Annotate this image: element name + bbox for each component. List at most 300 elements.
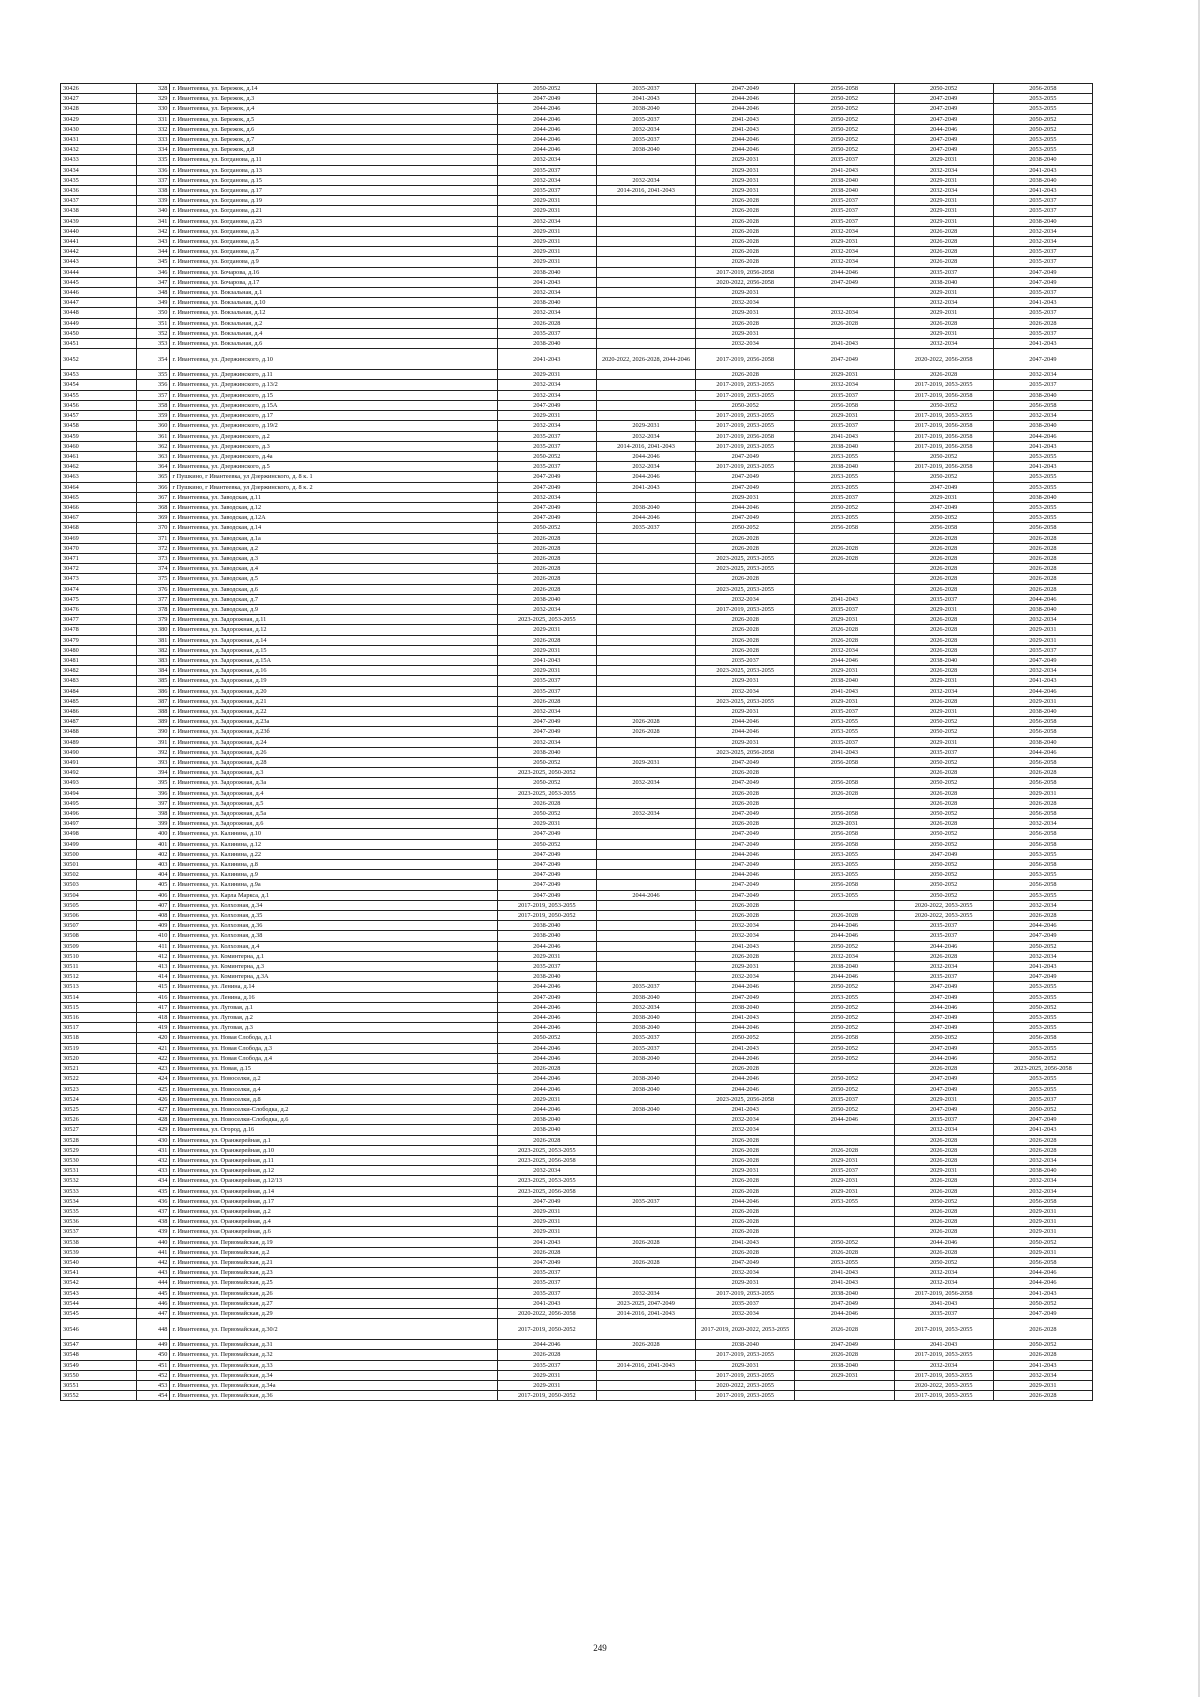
cell-period-5: 2026-2028: [894, 574, 993, 584]
cell-address: г. Ивантеевка, ул. Первомайская, д.36: [170, 1391, 497, 1401]
cell-id: 30527: [61, 1125, 137, 1135]
cell-number: 454: [137, 1391, 170, 1401]
cell-number: 341: [137, 216, 170, 226]
cell-address: г. Ивантеевка, ул. Задорожная, д.26: [170, 747, 497, 757]
cell-period-5: 2026-2028: [894, 1145, 993, 1155]
cell-address: г. Ивантеевка, ул. Задорожная, д.24: [170, 737, 497, 747]
cell-period-4: 2050-2052: [795, 502, 894, 512]
cell-number: 416: [137, 992, 170, 1002]
cell-id: 30454: [61, 380, 137, 390]
cell-period-4: 2053-2055: [795, 513, 894, 523]
cell-period-1: 2047-2049: [497, 482, 596, 492]
table-row: [61, 1227, 1093, 1237]
cell-period-4: 2056-2058: [795, 523, 894, 533]
cell-number: 375: [137, 574, 170, 584]
cell-period-4: 2032-2034: [795, 951, 894, 961]
cell-period-2: [596, 676, 695, 686]
cell-period-5: 2026-2028: [894, 625, 993, 635]
cell-period-1: 2038-2040: [497, 267, 596, 277]
cell-period-3: 2029-2031: [696, 706, 795, 716]
cell-number: 393: [137, 758, 170, 768]
cell-number: 374: [137, 564, 170, 574]
cell-period-2: [596, 911, 695, 921]
cell-period-6: 2026-2028: [993, 553, 1092, 563]
cell-id: 30538: [61, 1237, 137, 1247]
cell-address: г. Ивантеевка, ул. Оранжерейная, д.12/13: [170, 1176, 497, 1186]
cell-address: г. Ивантеевка, ул. Заводская, д.7: [170, 594, 497, 604]
cell-period-1: 2044-2046: [497, 1013, 596, 1023]
cell-period-2: 2038-2040: [596, 104, 695, 114]
cell-address: г. Ивантеевка, ул. Заводская, д.9: [170, 604, 497, 614]
cell-period-4: 2056-2058: [795, 829, 894, 839]
cell-period-5: 2017-2019, 2056-2058: [894, 390, 993, 400]
cell-number: 407: [137, 900, 170, 910]
cell-number: 387: [137, 696, 170, 706]
cell-number: 343: [137, 237, 170, 247]
cell-period-5: 2047-2049: [894, 135, 993, 145]
cell-period-5: 2029-2031: [894, 706, 993, 716]
table-row: [61, 931, 1093, 941]
cell-period-6: 2053-2055: [993, 482, 1092, 492]
cell-period-6: 2047-2049: [993, 277, 1092, 287]
cell-period-6: 2041-2043: [993, 165, 1092, 175]
cell-address: г. Ивантеевка, ул. Задорожная, д.11: [170, 615, 497, 625]
cell-period-1: 2017-2019, 2050-2052: [497, 1391, 596, 1401]
cell-number: 398: [137, 809, 170, 819]
cell-address: г. Ивантеевка, ул. Калинина, д.9: [170, 870, 497, 880]
table-row: [61, 1074, 1093, 1084]
cell-id: 30458: [61, 421, 137, 431]
cell-period-5: 2026-2028: [894, 1206, 993, 1216]
cell-number: 357: [137, 390, 170, 400]
cell-address: г. Ивантеевка, ул. Новоселки-Слободка, д.6: [170, 1115, 497, 1125]
cell-period-1: 2023-2025, 2056-2058: [497, 1186, 596, 1196]
cell-id: 30552: [61, 1391, 137, 1401]
cell-address: г. Ивантеевка, ул. Дзержинского, д.3: [170, 441, 497, 451]
cell-id: 30526: [61, 1115, 137, 1125]
cell-number: 331: [137, 114, 170, 124]
cell-number: 348: [137, 288, 170, 298]
cell-period-2: 2038-2040: [596, 1104, 695, 1114]
table-row: [61, 1247, 1093, 1257]
table-row: [61, 737, 1093, 747]
cell-period-4: 2026-2028: [795, 1350, 894, 1360]
cell-period-5: 2050-2052: [894, 472, 993, 482]
cell-number: 376: [137, 584, 170, 594]
cell-period-1: 2023-2025, 2056-2058: [497, 1155, 596, 1165]
cell-period-5: 2029-2031: [894, 492, 993, 502]
cell-address: г. Ивантеевка, ул. Первомайская, д.27: [170, 1298, 497, 1308]
cell-period-6: 2047-2049: [993, 349, 1092, 370]
cell-period-1: 2026-2028: [497, 1247, 596, 1257]
table-row: [61, 625, 1093, 635]
table-row: [61, 492, 1093, 502]
cell-period-4: 2050-2052: [795, 1043, 894, 1053]
table-row: [61, 870, 1093, 880]
cell-period-4: 2041-2043: [795, 686, 894, 696]
cell-number: 417: [137, 1002, 170, 1012]
cell-period-6: 2032-2034: [993, 1370, 1092, 1380]
cell-period-5: 2017-2019, 2053-2055: [894, 1319, 993, 1340]
cell-period-4: [795, 1217, 894, 1227]
cell-period-2: 2035-2037: [596, 1043, 695, 1053]
cell-id: 30542: [61, 1278, 137, 1288]
cell-address: г. Ивантеевка, ул. Дзержинского, д.15: [170, 390, 497, 400]
cell-period-4: 2041-2043: [795, 1268, 894, 1278]
cell-period-5: 2050-2052: [894, 727, 993, 737]
cell-period-6: 2050-2052: [993, 124, 1092, 134]
cell-period-4: 2035-2037: [795, 155, 894, 165]
cell-period-3: 2050-2052: [696, 400, 795, 410]
cell-id: 30453: [61, 370, 137, 380]
cell-period-1: 2044-2046: [497, 145, 596, 155]
cell-period-3: 2044-2046: [696, 502, 795, 512]
cell-period-1: 2026-2028: [497, 564, 596, 574]
cell-period-2: [596, 1370, 695, 1380]
cell-period-5: 2050-2052: [894, 860, 993, 870]
cell-period-2: [596, 288, 695, 298]
cell-period-5: 2047-2049: [894, 114, 993, 124]
cell-id: 30448: [61, 308, 137, 318]
cell-address: г. Ивантеевка, ул. Дзержинского, д.5: [170, 462, 497, 472]
cell-period-2: [596, 553, 695, 563]
cell-id: 30523: [61, 1084, 137, 1094]
cell-id: 30491: [61, 758, 137, 768]
cell-period-3: 2026-2028: [696, 900, 795, 910]
table-row: [61, 339, 1093, 349]
cell-id: 30426: [61, 84, 137, 94]
cell-period-6: 2053-2055: [993, 145, 1092, 155]
cell-number: 391: [137, 737, 170, 747]
table-row: [61, 462, 1093, 472]
cell-period-1: 2041-2043: [497, 277, 596, 287]
cell-period-4: 2035-2037: [795, 1166, 894, 1176]
cell-period-6: 2041-2043: [993, 676, 1092, 686]
cell-period-3: 2026-2028: [696, 257, 795, 267]
cell-period-5: 2026-2028: [894, 615, 993, 625]
cell-id: 30460: [61, 441, 137, 451]
cell-period-5: 2029-2031: [894, 155, 993, 165]
cell-period-2: [596, 1350, 695, 1360]
cell-address: г. Ивантеевка, ул. Первомайская, д.19: [170, 1237, 497, 1247]
table-row: [61, 1115, 1093, 1125]
cell-period-2: 2035-2037: [596, 84, 695, 94]
cell-period-1: 2026-2028: [497, 543, 596, 553]
cell-period-4: [795, 1064, 894, 1074]
cell-number: 384: [137, 666, 170, 676]
table-row: [61, 1370, 1093, 1380]
cell-period-6: 2029-2031: [993, 1247, 1092, 1257]
cell-period-1: 2026-2028: [497, 533, 596, 543]
cell-period-4: 2050-2052: [795, 941, 894, 951]
cell-id: 30467: [61, 513, 137, 523]
cell-period-5: 2029-2031: [894, 604, 993, 614]
cell-period-2: [596, 1319, 695, 1340]
cell-period-5: 2029-2031: [894, 288, 993, 298]
cell-address: г. Ивантеевка, ул. Оранжерейная, д.14: [170, 1186, 497, 1196]
cell-period-1: 2017-2019, 2050-2052: [497, 1319, 596, 1340]
cell-period-1: 2035-2037: [497, 328, 596, 338]
table-row: [61, 1104, 1093, 1114]
cell-period-6: 2050-2052: [993, 941, 1092, 951]
cell-period-3: 2017-2019, 2053-2055: [696, 380, 795, 390]
cell-period-5: 2026-2028: [894, 1247, 993, 1257]
table-row: [61, 308, 1093, 318]
cell-period-2: [596, 1268, 695, 1278]
cell-number: 433: [137, 1166, 170, 1176]
cell-period-1: 2044-2046: [497, 1084, 596, 1094]
cell-period-3: 2026-2028: [696, 1217, 795, 1227]
cell-id: 30513: [61, 982, 137, 992]
cell-period-3: 2032-2034: [696, 1115, 795, 1125]
cell-id: 30440: [61, 226, 137, 236]
cell-address: г. Ивантеевка, ул. Луговая, д.1: [170, 1002, 497, 1012]
cell-period-6: 2056-2058: [993, 523, 1092, 533]
cell-period-6: 2032-2034: [993, 900, 1092, 910]
cell-id: 30528: [61, 1135, 137, 1145]
cell-period-3: 2029-2031: [696, 328, 795, 338]
cell-period-3: 2047-2049: [696, 880, 795, 890]
cell-period-6: 2053-2055: [993, 472, 1092, 482]
cell-period-3: 2017-2019, 2056-2058: [696, 349, 795, 370]
cell-period-4: 2044-2046: [795, 921, 894, 931]
cell-period-4: [795, 1391, 894, 1401]
cell-period-2: 2038-2040: [596, 145, 695, 155]
cell-id: 30450: [61, 328, 137, 338]
cell-period-1: 2026-2028: [497, 635, 596, 645]
cell-number: 363: [137, 451, 170, 461]
cell-period-6: 2041-2043: [993, 186, 1092, 196]
table-row: [61, 145, 1093, 155]
cell-period-6: 2056-2058: [993, 880, 1092, 890]
cell-period-5: 2047-2049: [894, 1043, 993, 1053]
cell-number: 378: [137, 604, 170, 614]
cell-period-4: 2029-2031: [795, 1155, 894, 1165]
cell-period-2: [596, 247, 695, 257]
table-row: [61, 635, 1093, 645]
cell-period-3: 2029-2031: [696, 737, 795, 747]
table-row: [61, 421, 1093, 431]
cell-period-4: 2053-2055: [795, 1196, 894, 1206]
cell-period-5: 2050-2052: [894, 400, 993, 410]
cell-address: г. Ивантеевка, ул. Колхозная, д.4: [170, 941, 497, 951]
cell-period-3: 2017-2019, 2053-2055: [696, 390, 795, 400]
cell-period-1: 2029-2031: [497, 411, 596, 421]
cell-address: г. Ивантеевка, ул. Вокзальная, д.2: [170, 318, 497, 328]
cell-period-1: 2026-2028: [497, 318, 596, 328]
cell-period-5: 2026-2028: [894, 257, 993, 267]
cell-period-2: 2032-2034: [596, 462, 695, 472]
cell-number: 429: [137, 1125, 170, 1135]
cell-id: 30479: [61, 635, 137, 645]
cell-period-4: 2029-2031: [795, 1370, 894, 1380]
cell-period-4: [795, 768, 894, 778]
cell-period-4: 2041-2043: [795, 165, 894, 175]
cell-period-2: [596, 594, 695, 604]
cell-period-5: 2050-2052: [894, 1196, 993, 1206]
cell-period-6: 2056-2058: [993, 1257, 1092, 1267]
cell-number: 339: [137, 196, 170, 206]
table-row: [61, 247, 1093, 257]
table-row: [61, 1125, 1093, 1135]
cell-period-4: 2047-2049: [795, 1298, 894, 1308]
cell-period-1: 2035-2037: [497, 165, 596, 175]
cell-number: 423: [137, 1064, 170, 1074]
cell-period-5: 2050-2052: [894, 717, 993, 727]
table-row: [61, 441, 1093, 451]
cell-address: г. Ивантеевка, ул. Задорожная, д.16: [170, 666, 497, 676]
cell-period-3: 2050-2052: [696, 523, 795, 533]
cell-period-1: 2017-2019, 2050-2052: [497, 911, 596, 921]
cell-period-1: 2050-2052: [497, 1033, 596, 1043]
cell-period-1: 2044-2046: [497, 1053, 596, 1063]
cell-period-1: 2026-2028: [497, 553, 596, 563]
cell-period-4: 2050-2052: [795, 1002, 894, 1012]
cell-number: 388: [137, 706, 170, 716]
table-row: [61, 267, 1093, 277]
table-row: [61, 706, 1093, 716]
cell-id: 30533: [61, 1186, 137, 1196]
table-row: [61, 584, 1093, 594]
cell-period-1: 2044-2046: [497, 1104, 596, 1114]
cell-period-1: 2044-2046: [497, 135, 596, 145]
cell-period-1: 2035-2037: [497, 431, 596, 441]
cell-id: 30489: [61, 737, 137, 747]
cell-period-2: [596, 400, 695, 410]
cell-period-3: 2041-2043: [696, 124, 795, 134]
cell-period-3: 2029-2031: [696, 1360, 795, 1370]
cell-period-4: [795, 584, 894, 594]
cell-period-6: 2053-2055: [993, 513, 1092, 523]
cell-number: 361: [137, 431, 170, 441]
cell-id: 30466: [61, 502, 137, 512]
cell-period-3: 2044-2046: [696, 982, 795, 992]
cell-period-3: 2026-2028: [696, 370, 795, 380]
cell-period-3: 2026-2028: [696, 911, 795, 921]
cell-period-4: [795, 1380, 894, 1390]
cell-period-4: 2026-2028: [795, 1247, 894, 1257]
cell-number: 373: [137, 553, 170, 563]
cell-period-6: 2041-2043: [993, 441, 1092, 451]
cell-period-4: [795, 288, 894, 298]
cell-id: 30429: [61, 114, 137, 124]
cell-period-1: 2032-2034: [497, 1166, 596, 1176]
cell-period-5: 2044-2046: [894, 1053, 993, 1063]
cell-address: г. Ивантеевка, ул. Оранжерейная, д.17: [170, 1196, 497, 1206]
cell-period-1: 2050-2052: [497, 758, 596, 768]
cell-period-4: [795, 328, 894, 338]
cell-address: г. Ивантеевка, ул. Бережок, д.6: [170, 124, 497, 134]
cell-number: 434: [137, 1176, 170, 1186]
cell-period-5: 2035-2037: [894, 921, 993, 931]
cell-period-4: 2026-2028: [795, 318, 894, 328]
cell-number: 362: [137, 441, 170, 451]
cell-number: 447: [137, 1308, 170, 1318]
cell-period-2: [596, 257, 695, 267]
cell-address: г. Ивантеевка, ул. Дзержинского, д.4а: [170, 451, 497, 461]
cell-address: г. Ивантеевка, ул. Дзержинского, д.19/2: [170, 421, 497, 431]
cell-address: г. Ивантеевка, ул. Богданова, д.7: [170, 247, 497, 257]
cell-number: 405: [137, 880, 170, 890]
table-row: [61, 1053, 1093, 1063]
cell-address: г. Ивантеевка, ул. Вокзальная, д.4: [170, 328, 497, 338]
cell-period-5: 2032-2034: [894, 686, 993, 696]
cell-id: 30435: [61, 175, 137, 185]
cell-address: г. Ивантеевка, ул. Задорожная, д.14: [170, 635, 497, 645]
cell-period-6: 2026-2028: [993, 911, 1092, 921]
cell-address: г. Ивантеевка, ул. Богданова, д.23: [170, 216, 497, 226]
cell-id: 30540: [61, 1257, 137, 1267]
cell-period-5: 2029-2031: [894, 676, 993, 686]
cell-period-3: 2026-2028: [696, 768, 795, 778]
cell-period-6: 2026-2028: [993, 533, 1092, 543]
cell-period-1: 2035-2037: [497, 676, 596, 686]
cell-period-2: [596, 380, 695, 390]
cell-number: 413: [137, 962, 170, 972]
cell-number: 356: [137, 380, 170, 390]
cell-address: г. Ивантеевка, ул. Калинина, д.10: [170, 829, 497, 839]
cell-period-2: [596, 1166, 695, 1176]
table-row: [61, 666, 1093, 676]
cell-period-1: 2044-2046: [497, 1043, 596, 1053]
table-row: [61, 94, 1093, 104]
cell-period-6: 2035-2037: [993, 257, 1092, 267]
cell-period-3: 2029-2031: [696, 186, 795, 196]
cell-period-3: 2023-2025, 2056-2058: [696, 1094, 795, 1104]
cell-period-4: 2053-2055: [795, 870, 894, 880]
cell-address: г. Ивантеевка, ул. Бережок, д.14: [170, 84, 497, 94]
cell-period-3: 2029-2031: [696, 492, 795, 502]
cell-id: 30512: [61, 972, 137, 982]
cell-period-4: 2038-2040: [795, 1288, 894, 1298]
cell-period-1: 2044-2046: [497, 941, 596, 951]
cell-id: 30535: [61, 1206, 137, 1216]
cell-id: 30439: [61, 216, 137, 226]
cell-period-1: 2050-2052: [497, 523, 596, 533]
cell-period-4: [795, 1135, 894, 1145]
cell-period-2: [596, 308, 695, 318]
cell-address: г. Ивантеевка, ул. Богданова, д.17: [170, 186, 497, 196]
cell-number: 421: [137, 1043, 170, 1053]
cell-number: 390: [137, 727, 170, 737]
cell-period-5: 2029-2031: [894, 206, 993, 216]
cell-address: г. Ивантеевка, ул. Новая Слобода, д.1: [170, 1033, 497, 1043]
cell-period-6: 2047-2049: [993, 1115, 1092, 1125]
cell-period-1: 2026-2028: [497, 1135, 596, 1145]
page-number: 249: [593, 1643, 607, 1653]
cell-id: 30495: [61, 798, 137, 808]
cell-period-3: 2026-2028: [696, 1206, 795, 1216]
cell-address: г. Ивантеевка, ул. Богданова, д.13: [170, 165, 497, 175]
cell-period-4: 2038-2040: [795, 676, 894, 686]
cell-period-6: 2032-2034: [993, 1186, 1092, 1196]
cell-period-5: 2041-2043: [894, 1340, 993, 1350]
cell-period-6: 2041-2043: [993, 962, 1092, 972]
cell-period-3: 2029-2031: [696, 155, 795, 165]
cell-period-2: 2044-2046: [596, 451, 695, 461]
table-row: [61, 686, 1093, 696]
table-row: [61, 604, 1093, 614]
cell-number: 445: [137, 1288, 170, 1298]
cell-period-1: 2023-2025, 2053-2055: [497, 615, 596, 625]
cell-period-6: 2038-2040: [993, 390, 1092, 400]
cell-number: 371: [137, 533, 170, 543]
cell-address: г. Ивантеевка, ул. Калинина, д.22: [170, 849, 497, 859]
cell-number: 367: [137, 492, 170, 502]
cell-period-4: 2050-2052: [795, 1104, 894, 1114]
cell-period-4: 2050-2052: [795, 104, 894, 114]
cell-id: 30503: [61, 880, 137, 890]
